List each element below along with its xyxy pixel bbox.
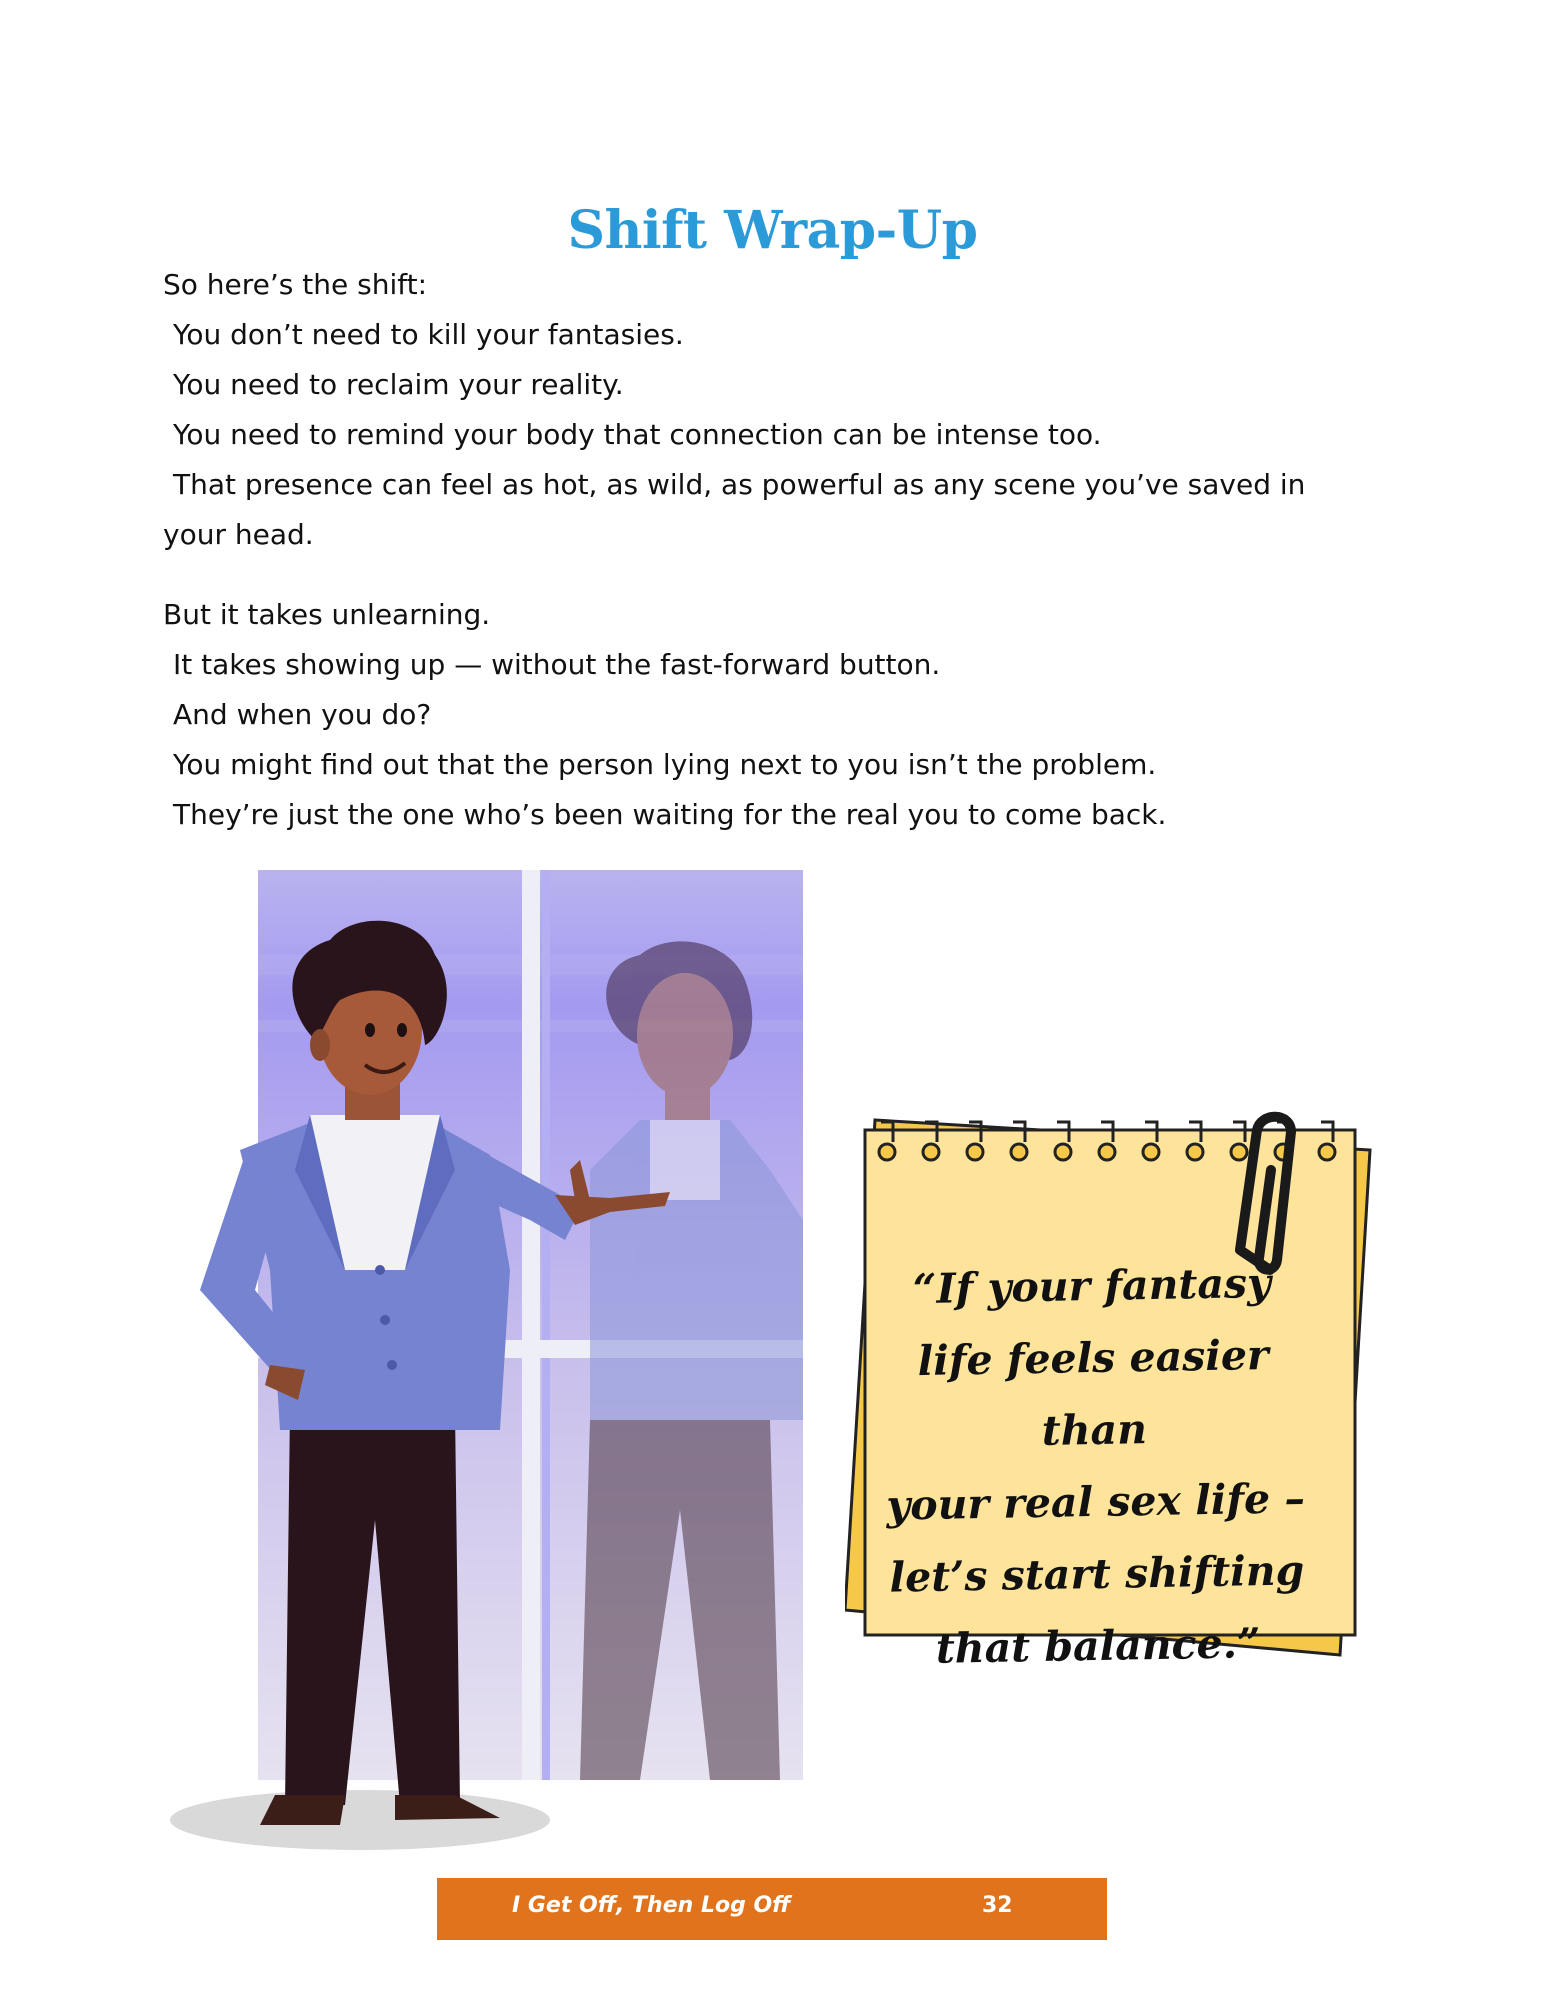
paragraph-line: You need to remind your body that connection can be intense too.	[173, 418, 1102, 451]
paragraph-line: They’re just the one who’s been waiting for the real you to come back.	[173, 798, 1167, 831]
paragraph-line: It takes showing up — without the fast-forward button.	[173, 648, 941, 681]
quote-line: that balance.”	[935, 1619, 1261, 1673]
quote-line: let’s start shifting	[889, 1546, 1305, 1602]
paragraph-line: You don’t need to kill your fantasies.	[173, 318, 684, 351]
page-title: Shift Wrap-Up	[567, 199, 978, 261]
paragraph-line: You might find out that the person lying next to you isn’t the problem.	[173, 748, 1157, 781]
quote-line: life feels easier than	[917, 1330, 1284, 1455]
paragraph-line: But it takes unlearning.	[163, 598, 491, 631]
paragraph-shift	[163, 260, 1383, 560]
paragraph-line: your head.	[163, 518, 314, 551]
footer-book-title: I Get Off, Then Log Off	[512, 1893, 791, 1918]
quote-note	[845, 1110, 1390, 1673]
footer-bar	[437, 1878, 1107, 1940]
paragraph-line: And when you do?	[173, 698, 432, 731]
quote-line: “If your fantasy	[912, 1258, 1272, 1314]
paragraph-unlearning	[163, 590, 1383, 840]
paragraph-line: That presence can feel as hot, as wild, as powerful as any scene you’ve saved in	[173, 468, 1306, 501]
man-pointing-at-mirror-reflection-illustration	[170, 870, 810, 1850]
quote-line: your real sex life –	[885, 1474, 1306, 1530]
paragraph-line: So here’s the shift:	[163, 268, 428, 301]
man-mirror-illustration	[170, 870, 810, 1850]
note-quote	[881, 1246, 1308, 1685]
paragraph-line: You need to reclaim your reality.	[173, 368, 624, 401]
page-number: 32	[982, 1893, 1013, 1918]
